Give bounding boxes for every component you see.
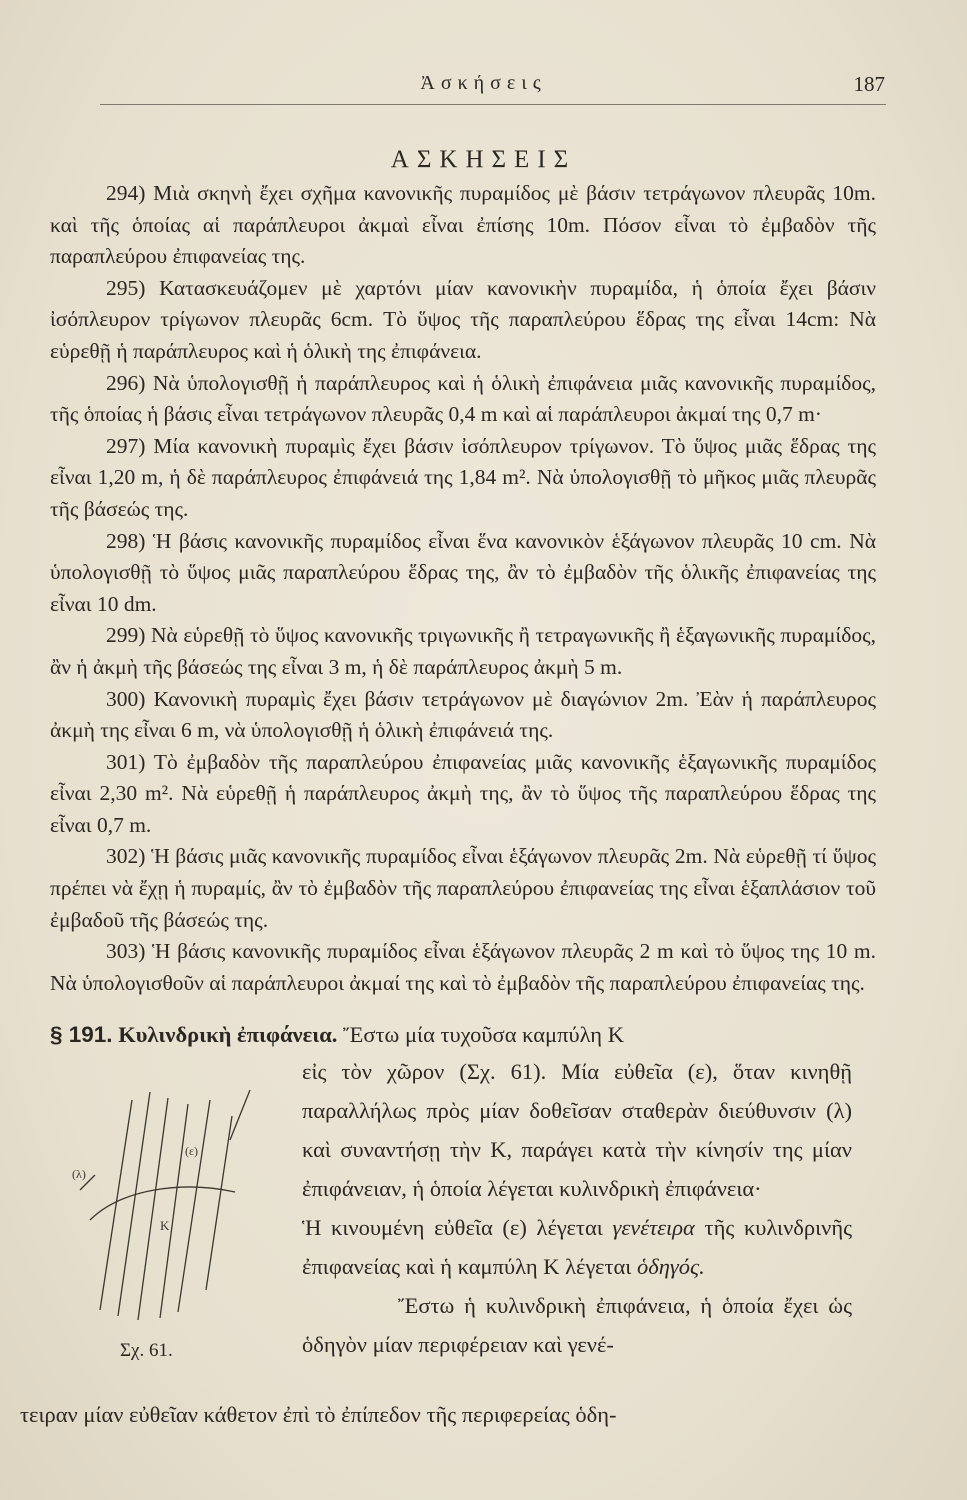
section-intro: Ἔστω μία τυχοῦσα καμπύλη K — [343, 1022, 624, 1047]
figure-61-cylindrical-surface — [60, 1080, 290, 1330]
exercise-296: 296) Νὰ ὑπολογισθῇ ἡ παράπλευρος καὶ ἡ ὁλικὴ ἐπιφάνεια μιᾶς κανονικῆς πυραμίδος, τῆς ὁποίας ἡ βάσις εἶναι τετράγωνον πλευρᾶς 0,4 m καὶ αἱ παράπλευροι ἀκμαί της 0,7 m· — [50, 370, 876, 427]
label-l: (λ) — [72, 1167, 86, 1181]
section-body — [302, 1052, 852, 1364]
section-paragraph-1: εἰς τὸν χῶρον (Σχ. 61). Μία εὐθεῖα (ε), ὅταν κινηθῇ παραλλήλως πρὸς μίαν δοθεῖσαν σταθερὰν διεύθυνσιν (λ) καὶ συναντήσῃ τὴν K, παράγει κατὰ τὴν κίνησίν της μίαν ἐπιφάνειαν, ἡ ὁποία λέγεται κυλινδρικὴ ἐπιφάνεια· — [302, 1059, 852, 1201]
exercise-303: 303) Ἡ βάσις κανονικῆς πυραμίδος εἶναι ἑξάγωνον πλευρᾶς 2 m καὶ τὸ ὕψος της 10 m. Νὰ ὑπολογισθοῦν αἱ παράπλευροι ἀκμαί της καὶ τὸ ἐμβαδὸν τῆς παραπλεύρου ἐπιφανείας της. — [50, 939, 876, 995]
section-paragraph-2 — [302, 1208, 852, 1286]
label-k: K — [160, 1218, 170, 1233]
section-heading — [50, 1018, 876, 1052]
continuation-line: τειραν μίαν εὐθεῖαν κάθετον ἐπὶ τὸ ἐπίπεδον τῆς περιφερείας ὁδη- — [20, 1402, 617, 1427]
exercise-298: 298) Ἡ βάσις κανονικῆς πυραμίδος εἶναι ἕνα κανονικὸν ἑξάγωνον πλευρᾶς 10 cm. Νὰ ὑπολογισθῇ τὸ ὕψος μιᾶς παραπλεύρου ἕδρας της, ἂν τὸ ἐμβαδὸν τῆς ὁλικῆς ἐπιφανείας της εἶναι 10 dm. — [50, 528, 876, 616]
generatrix-line-2 — [118, 1092, 150, 1316]
exercise-list — [50, 178, 876, 999]
paragraph-2-text-b: τῆς κυλινδρινῆς ἐπιφανείας καὶ ἡ καμπύλη K λέγεται — [302, 1215, 853, 1279]
exercise-299: 299) Νὰ εὑρεθῇ τὸ ὕψος κανονικῆς τριγωνικῆς ἢ τετραγωνικῆς ἢ ἑξαγωνικῆς πυραμίδος, ἂν ἡ ἀκμὴ τῆς βάσεώς της εἶναι 3 m, ἡ δὲ παράπλευρος ἀκμὴ 5 m. — [50, 623, 876, 679]
term-directrix: ὁδηγός. — [636, 1254, 705, 1279]
exercise-295: 295) Κατασκευάζομεν μὲ χαρτόνι μίαν κανονικὴν πυραμίδα, ἡ ὁποία ἔχει βάσιν ἰσόπλευρον τρίγωνον πλευρᾶς 6cm. Τὸ ὕψος τῆς παραπλεύρου ἕδρας της εἶναι 14cm: Νὰ εὑρεθῇ ἡ παράπλευρος καὶ ἡ ὁλικὴ της ἐπιφάνεια. — [50, 275, 876, 363]
exercise-302: 302) Ἡ βάσις μιᾶς κανονικῆς πυραμίδος εἶναι ἑξάγωνον πλευρᾶς 2m. Νὰ εὑρεθῇ τί ὕψος πρέπει νὰ ἔχῃ ἡ πυραμίς, ἂν τὸ ἐμβαδὸν τῆς παραπλεύρου ἐπιφανείας της εἶναι ἑξαπλάσιον τοῦ ἐμβαδοῦ τῆς βάσεώς της. — [50, 844, 876, 932]
exercise-297: 297) Μία κανονικὴ πυραμὶς ἔχει βάσιν ἰσόπλευρον τρίγωνον. Τὸ ὕψος μιᾶς ἕδρας της εἶναι 1,20 m, ἡ δὲ παράπλευρος ἐπιφάνειά της 1,84 m². Νὰ ὑπολογισθῇ τὸ μῆκος μιᾶς πλευρᾶς τῆς βάσεώς της. — [50, 433, 876, 521]
exercise-294: 294) Μιὰ σκηνὴ ἔχει σχῆμα κανονικῆς πυραμίδος μὲ βάσιν τετράγωνον πλευρᾶς 10m. καὶ τῆς ὁποίας αἱ παράπλευροι ἀκμαὶ εἶναι ἐπίσης 10m. Πόσον εἶναι τὸ ἐμβαδὸν τῆς παραπλεύρου ἐπιφανείας της. — [50, 181, 876, 269]
generatrix-line-4 — [160, 1104, 188, 1318]
figure-caption: Σχ. 61. — [120, 1340, 173, 1361]
section-paragraph-3: Ἔστω ἡ κυλινδρικὴ ἐπιφάνεια, ἡ ὁποία ἔχει ὡς ὁδηγὸν μίαν περιφέρειαν καὶ γενέ- — [302, 1293, 852, 1357]
direction-line — [230, 1090, 250, 1140]
term-generatrix: γενέτειρα — [612, 1215, 695, 1240]
section-number: § 191. — [50, 1022, 113, 1047]
generatrix-line-5 — [178, 1100, 210, 1312]
exercises-heading: ΑΣΚΗΣΕΙΣ — [390, 146, 577, 173]
directrix-curve-k — [90, 1187, 235, 1220]
generatrix-line-1 — [100, 1100, 132, 1310]
label-e: (ε) — [185, 1144, 199, 1158]
exercise-301: 301) Τὸ ἐμβαδὸν τῆς παραπλεύρου ἐπιφανείας μιᾶς κανονικῆς ἑξαγωνικῆς πυραμίδος εἶναι 2,30 m². Νὰ εὑρεθῇ ἡ παράπλευρος ἀκμὴ της, ἂν τὸ ὕψος τῆς παραπλεύρου ἕδρας της εἶναι 0,7 m. — [50, 749, 876, 837]
running-head — [0, 72, 967, 102]
page-number: 187 — [853, 72, 885, 96]
section-191 — [50, 1018, 876, 1052]
header-rule — [100, 104, 886, 105]
paragraph-2-text-a: Ἡ κινουμένη εὐθεῖα (ε) λέγεται — [302, 1215, 603, 1240]
generatrix-line-6 — [206, 1116, 232, 1290]
exercise-300: 300) Κανονικὴ πυραμὶς ἔχει βάσιν τετράγωνον μὲ διαγώνιον 2m. Ἐὰν ἡ παράπλευρος ἀκμὴ της εἶναι 6 m, νὰ ὑπολογισθῇ ἡ ὁλικὴ ἐπιφάνειά της. — [50, 686, 876, 743]
section-title: Κυλινδρικὴ ἐπιφάνεια. — [118, 1022, 338, 1047]
running-head-title: Ἀσκήσεις — [420, 72, 547, 94]
